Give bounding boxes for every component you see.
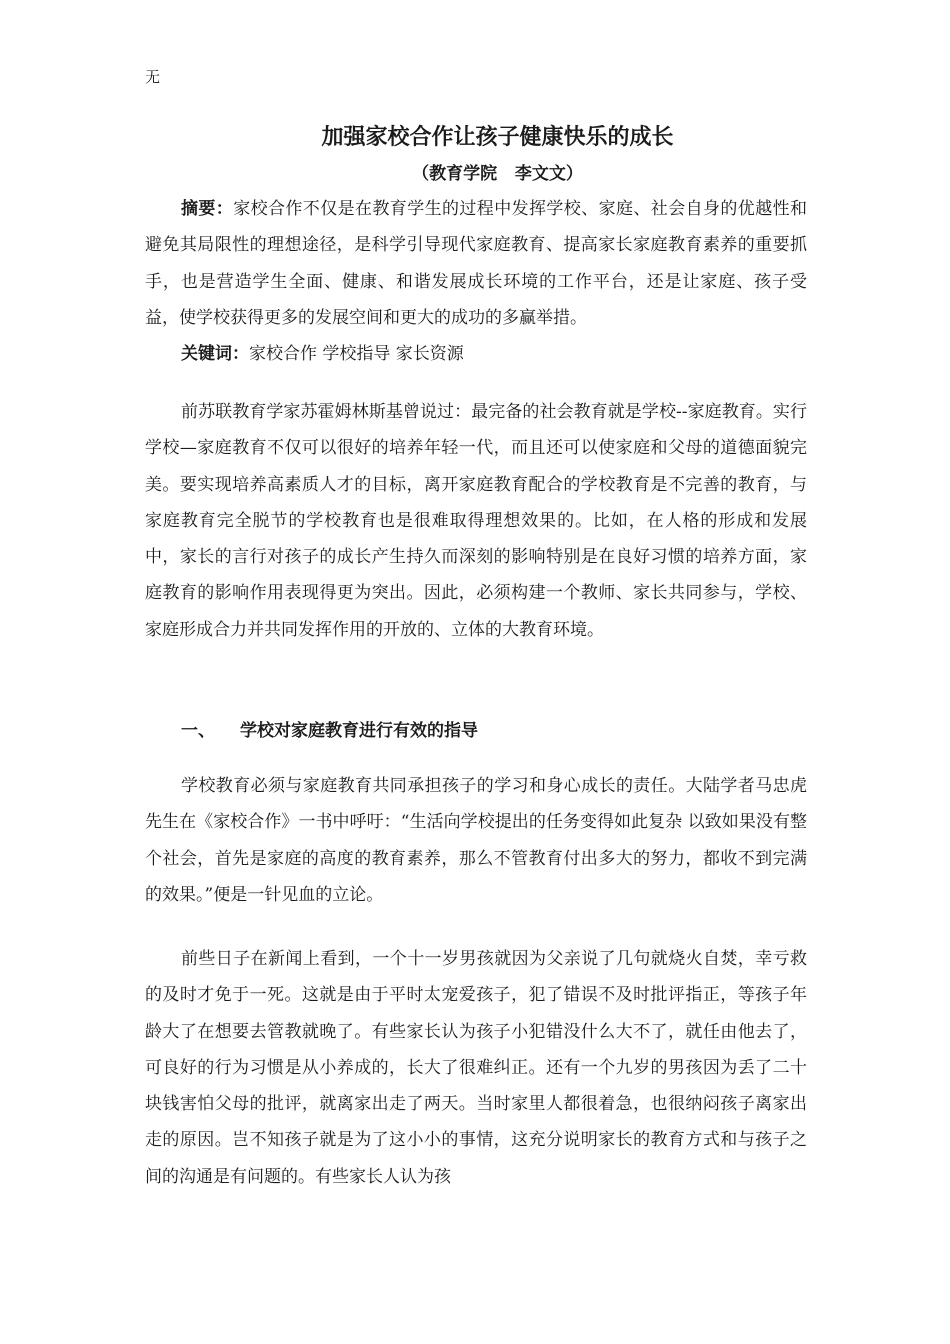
article-title: 加强家校合作让孩子健康快乐的成长 bbox=[321, 125, 674, 150]
corner-mark: 无 bbox=[145, 68, 161, 86]
body-paragraph-1: 前苏联教育学家苏霍姆林斯基曾说过：最完备的社会教育就是学校--家庭教育。实行学校—家庭教育不仅可以很好的培养年轻一代，而且还可以使家庭和父母的道德面貌完美。要实现培养高素质人才的目标，离开家庭教育配合的学校教育是不完善的教育，与家庭教育完全脱节的学校教育也是很难取得理想效果的。比如，在人格的形成和发展中，家长的言行对孩子的成长产生持久而深刻的影响特别是在良好习惯的培养方面，家庭教育的影响作用表现得更为突出。因此，必须构建一个教师、家长共同参与，学校、家庭形成合力并共同发挥作用的开放的、立体的大教育环境。 bbox=[145, 402, 807, 640]
section-number: 一、 bbox=[181, 721, 215, 741]
section-title: 学校对家庭教育进行有效的指导 bbox=[240, 721, 478, 741]
abstract-paragraph bbox=[145, 191, 807, 336]
body-paragraph-2: 学校教育必须与家庭教育共同承担孩子的学习和身心成长的责任。大陆学者马忠虎先生在《家校合作》一书中呼吁：“生活向学校提出的任务变得如此复杂 以致如果没有整个社会，首先是家庭的高度的教育素养，那么不管教育付出多大的努力，都收不到完满的效果。”便是一针见血的立论。 bbox=[145, 776, 807, 905]
section-heading-1 bbox=[181, 716, 478, 746]
keywords-text: 家校合作 学校指导 家长资源 bbox=[249, 344, 464, 364]
article-byline: （教育学院 李文文） bbox=[412, 164, 583, 184]
abstract-label: 摘要： bbox=[181, 199, 234, 219]
keywords-label: 关键词： bbox=[181, 344, 249, 364]
abstract-text: 家校合作不仅是在教育学生的过程中发挥学校、家庭、社会自身的优越性和避免其局限性的理想途径，是科学引导现代家庭教育、提高家长家庭教育素养的重要抓手，也是营造学生全面、健康、和谐发展成长环境的工作平台，还是让家庭、孩子受益，使学校获得更多的发展空间和更大的成功的多赢举措。 bbox=[145, 199, 808, 328]
body-paragraph-3: 前些日子在新闻上看到，一个十一岁男孩就因为父亲说了几句就烧火自焚，幸亏救的及时才免于一死。这就是由于平时太宠爱孩子，犯了错误不及时批评指正，等孩子年龄大了在想要去管教就晚了。有些家长认为孩子小犯错没什么大不了，就任由他去了，可良好的行为习惯是从小养成的，长大了很难纠正。还有一个九岁的男孩因为丢了二十块钱害怕父母的批评，就离家出走了两天。当时家里人都很着急，也很纳闷孩子离家出走的原因。岂不知孩子就是为了这小小的事情，这充分说明家长的教育方式和与孩子之间的沟通是有问题的。有些家长人认为孩 bbox=[145, 949, 807, 1187]
keywords-paragraph bbox=[145, 336, 807, 372]
